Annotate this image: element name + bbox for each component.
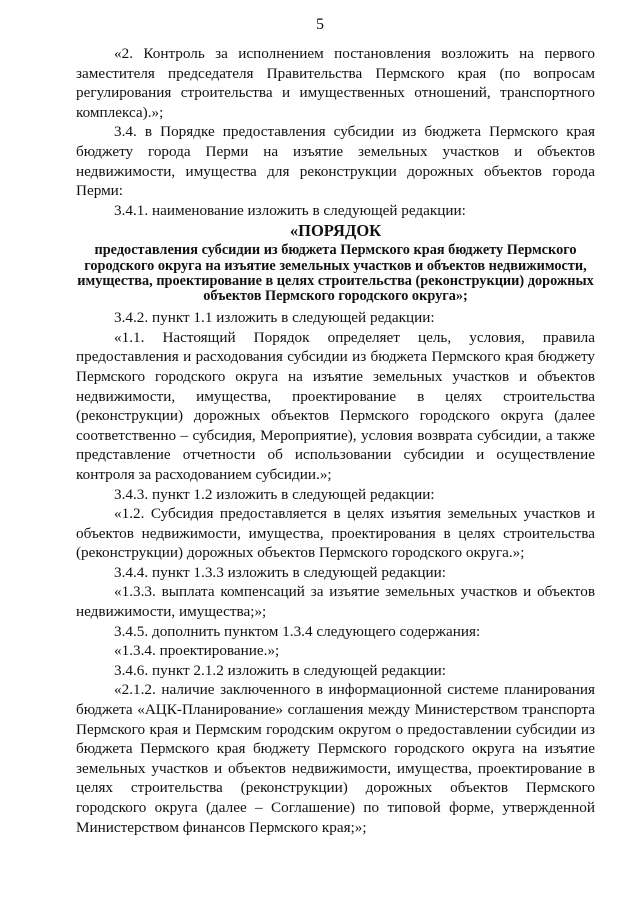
- paragraph-1-1: «1.1. Настоящий Порядок определяет цель, условия, правила предоставления и расходования субсидии из бюджета Пермского края бюджету Пермского городского округа на изъятие земельных участков и объектов недвижимости, имущества, проектирование в целях строительства (реконструкции) дорожных объектов Пермского городского округа (далее соответственно – субсидия, Мероприятие), условия возврата субсидии, а также представление отчетности об использовании субсидии и осуществление контроля за расходованием субсидии.»;: [76, 328, 595, 483]
- document-body: [76, 44, 595, 837]
- paragraph-control-clause: «2. Контроль за исполнением постановления возложить на первого заместителя председателя Правительства Пермского края (по вопросам регулирования строительства и имущественных отношений, транспортного комплекса).»;: [76, 45, 595, 121]
- page-number: 5: [316, 16, 324, 33]
- paragraph-3-4-2: 3.4.2. пункт 1.1 изложить в следующей редакции:: [114, 309, 435, 327]
- procedure-title: «ПОРЯДОК: [289, 221, 382, 241]
- paragraph-3-4-5: 3.4.5. дополнить пунктом 1.3.4 следующего содержания:: [114, 622, 481, 640]
- paragraph-1-3-4: «1.3.4. проектирование.»;: [114, 642, 280, 660]
- paragraph-3-4: 3.4. в Порядке предоставления субсидии из бюджета Пермского края бюджету города Перми на изъятие земельных участков и объектов недвижимости, имущества для реконструкции дорожных объектов города Перми:: [76, 123, 595, 200]
- paragraph-3-4-6: 3.4.6. пункт 2.1.2 изложить в следующей редакции:: [114, 661, 446, 679]
- paragraph-1-3-3: «1.3.3. выплата компенсаций за изъятие земельных участков и объектов недвижимости, имущества;»;: [76, 583, 595, 621]
- paragraph-3-4-1: 3.4.1. наименование изложить в следующей редакции:: [114, 201, 466, 219]
- procedure-subtitle: предоставления субсидии из бюджета Пермского края бюджету Пермского городского округа на изъятие земельных участков и объектов недвижимости, имущества, проектирование в целях строительства (реконструкции) дорожных объектов Пермского городского округа»;: [77, 242, 594, 304]
- paragraph-2-1-2: «2.1.2. наличие заключенного в информационной системе планирования бюджета «АЦК-Планирование» соглашения между Министерством транспорта Пермского края и Пермским городским округом о предоставлении субсидии из бюджета Пермского края бюджету Пермского городского округа на изъятие земельных участков и объектов недвижимости, имущества, проектирование в целях строительства (реконструкции) дорожных объектов Пермского городского округа (далее – Соглашение) по типовой форме, утвержденной Министерством финансов Пермского края;»;: [76, 681, 595, 836]
- paragraph-3-4-3: 3.4.3. пункт 1.2 изложить в следующей редакции:: [114, 485, 435, 503]
- paragraph-3-4-4: 3.4.4. пункт 1.3.3 изложить в следующей редакции:: [114, 563, 446, 581]
- paragraph-1-2: «1.2. Субсидия предоставляется в целях изъятия земельных участков и объектов недвижимости, имущества, проектирования в целях строительства (реконструкции) дорожных объектов Пермского городского округа.»;: [76, 505, 595, 562]
